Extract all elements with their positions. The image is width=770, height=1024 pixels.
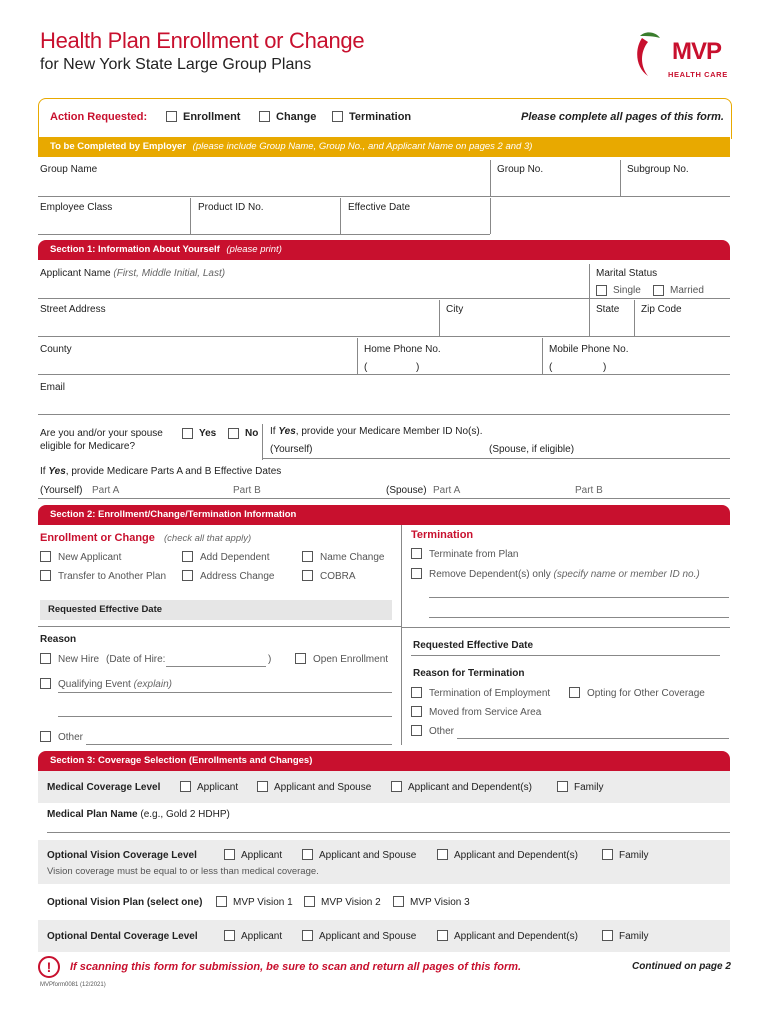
date-of-hire-label: (Date of Hire: — [106, 654, 166, 665]
reason-termination-label: Reason for Termination — [413, 668, 525, 679]
applicant-name-label — [40, 268, 225, 279]
medicare-id-text: , provide your Medicare Member ID No(s). — [295, 426, 483, 437]
enroll-change-title: Enrollment or Change — [40, 532, 155, 544]
medical-level-label: Medical Coverage Level — [47, 782, 161, 793]
remove-dependent-checkbox[interactable] — [411, 568, 422, 579]
medicare-yes-label: Yes — [199, 428, 217, 439]
other-reason-checkbox[interactable] — [40, 731, 51, 742]
medicare-spouse-label: (Spouse, if eligible) — [489, 444, 575, 455]
medical-plan-hint: (e.g., Gold 2 HDHP) — [140, 809, 230, 820]
spouse-part-a-label: Part A — [433, 485, 461, 496]
group-name-label: Group Name — [40, 164, 98, 175]
med-spouse-checkbox[interactable] — [257, 781, 268, 792]
medical-plan-label — [47, 809, 230, 820]
qualifying-hint: (explain) — [133, 679, 172, 690]
termination-label: Termination — [349, 111, 412, 123]
section2-bar — [38, 505, 730, 525]
employer-bar-title: To be Completed by Employer — [50, 141, 187, 152]
name-change-label: Name Change — [320, 552, 385, 563]
cobra-label: COBRA — [320, 571, 356, 582]
cobra-checkbox[interactable] — [302, 570, 313, 581]
section1-note: (please print) — [226, 244, 282, 255]
other-term-label: Other — [429, 726, 455, 737]
marital-status-label: Marital Status — [596, 268, 658, 279]
med-dependent-checkbox[interactable] — [391, 781, 402, 792]
product-id-label: Product ID No. — [198, 202, 264, 213]
address-change-checkbox[interactable] — [182, 570, 193, 581]
enrollment-checkbox[interactable] — [166, 111, 177, 122]
new-hire-checkbox[interactable] — [40, 653, 51, 664]
zip-label: Zip Code — [641, 304, 682, 315]
email-label: Email — [40, 382, 66, 393]
group-no-label: Group No. — [497, 164, 544, 175]
warning-icon: ! — [38, 956, 60, 978]
mvp-vision1-label: MVP Vision 1 — [233, 897, 293, 908]
section1-bar — [38, 240, 730, 260]
logo-text: MVP — [672, 38, 722, 65]
vis-spouse-label: Applicant and Spouse — [319, 850, 417, 861]
den-spouse-label: Applicant and Spouse — [319, 931, 417, 942]
medicare-yourself-label: (Yourself) — [270, 444, 313, 455]
applicant-name-hint: (First, Middle Initial, Last) — [113, 268, 226, 279]
new-applicant-checkbox[interactable] — [40, 551, 51, 562]
new-hire-label: New Hire — [58, 654, 100, 665]
medicare-id-instruction — [270, 426, 483, 437]
city-label: City — [446, 304, 464, 315]
name-change-checkbox[interactable] — [302, 551, 313, 562]
add-dependent-label: Add Dependent — [200, 552, 270, 563]
married-label: Married — [670, 285, 704, 296]
vis-dependent-checkbox[interactable] — [437, 849, 448, 860]
married-checkbox[interactable] — [653, 285, 664, 296]
termination-checkbox[interactable] — [332, 111, 343, 122]
change-checkbox[interactable] — [259, 111, 270, 122]
section3-title: Section 3: Coverage Selection (Enrollments and Changes) — [50, 755, 313, 766]
effective-date-label: Effective Date — [348, 202, 411, 213]
section1-title: Section 1: Information About Yourself — [50, 244, 220, 255]
form-subtitle: for New York State Large Group Plans — [40, 56, 312, 73]
complete-all-note: Please complete all pages of this form. — [521, 111, 724, 123]
mobile-phone-close: ) — [603, 362, 607, 373]
reason-label: Reason — [40, 634, 77, 645]
applicant-name-text: Applicant Name — [40, 268, 111, 279]
open-enrollment-label: Open Enrollment — [313, 654, 389, 665]
qualifying-text: Qualifying Event — [58, 679, 131, 690]
vis-family-checkbox[interactable] — [602, 849, 613, 860]
qualifying-event-checkbox[interactable] — [40, 678, 51, 689]
vis-applicant-checkbox[interactable] — [224, 849, 235, 860]
med-dependent-label: Applicant and Dependent(s) — [408, 782, 532, 793]
employer-bar-note: (please include Group Name, Group No., and Applicant Name on pages 2 and 3) — [192, 141, 533, 152]
mvp-vision2-checkbox[interactable] — [304, 896, 315, 907]
mvp-vision1-checkbox[interactable] — [216, 896, 227, 907]
termination-title: Termination — [411, 529, 474, 541]
termination-employment-checkbox[interactable] — [411, 687, 422, 698]
vision-level-label: Optional Vision Coverage Level — [47, 850, 197, 861]
vis-applicant-label: Applicant — [241, 850, 283, 861]
mvp-vision3-label: MVP Vision 3 — [410, 897, 470, 908]
mobile-phone-open: ( — [549, 362, 553, 373]
den-dependent-label: Applicant and Dependent(s) — [454, 931, 578, 942]
enroll-change-hint: (check all that apply) — [164, 533, 252, 544]
medicare-question-1: Are you and/or your spouse — [40, 428, 163, 439]
scan-note: If scanning this form for submission, be sure to scan and return all pages of this form. — [70, 961, 522, 973]
yes-word-2: Yes — [48, 466, 66, 477]
yes-word: Yes — [278, 426, 296, 437]
term-effective-date-label: Requested Effective Date — [413, 640, 534, 651]
street-label: Street Address — [40, 304, 106, 315]
vis-dependent-label: Applicant and Dependent(s) — [454, 850, 578, 861]
termination-employment-label: Termination of Employment — [429, 688, 551, 699]
den-applicant-label: Applicant — [241, 931, 283, 942]
den-spouse-checkbox[interactable] — [302, 930, 313, 941]
add-dependent-checkbox[interactable] — [182, 551, 193, 562]
vision-level-row — [38, 840, 730, 884]
address-change-label: Address Change — [200, 571, 275, 582]
yourself-part-b-label: Part B — [233, 485, 261, 496]
single-label: Single — [613, 285, 641, 296]
requested-effective-date-bar: Requested Effective Date — [40, 600, 392, 620]
change-label: Change — [276, 111, 317, 123]
med-family-checkbox[interactable] — [557, 781, 568, 792]
vis-spouse-checkbox[interactable] — [302, 849, 313, 860]
enrollment-label: Enrollment — [183, 111, 241, 123]
medicare-question-2: eligible for Medicare? — [40, 441, 136, 452]
medicare-yes-checkbox[interactable] — [182, 428, 193, 439]
moved-label: Moved from Service Area — [429, 707, 542, 718]
if-text: If — [270, 426, 276, 437]
mvp-vision3-checkbox[interactable] — [393, 896, 404, 907]
terminate-plan-checkbox[interactable] — [411, 548, 422, 559]
form-title: Health Plan Enrollment or Change — [40, 28, 365, 53]
mvp-vision2-label: MVP Vision 2 — [321, 897, 381, 908]
medical-plan-text: Medical Plan Name — [47, 809, 138, 820]
employer-bar — [38, 137, 730, 157]
continued-note: Continued on page 2 — [632, 961, 731, 972]
remove-dep-text: Remove Dependent(s) only — [429, 569, 551, 580]
form-id: MVPform0081 (12/2021) — [40, 982, 106, 988]
state-label: State — [596, 304, 620, 315]
dental-level-label: Optional Dental Coverage Level — [47, 931, 198, 942]
den-family-label: Family — [619, 931, 649, 942]
county-label: County — [40, 344, 72, 355]
open-enrollment-checkbox[interactable] — [295, 653, 306, 664]
den-applicant-checkbox[interactable] — [224, 930, 235, 941]
medicare-no-checkbox[interactable] — [228, 428, 239, 439]
transfer-checkbox[interactable] — [40, 570, 51, 581]
single-checkbox[interactable] — [596, 285, 607, 296]
vision-plan-label: Optional Vision Plan (select one) — [47, 897, 203, 908]
med-spouse-label: Applicant and Spouse — [274, 782, 372, 793]
subgroup-no-label: Subgroup No. — [627, 164, 689, 175]
if-text-2: If — [40, 466, 46, 477]
section3-bar — [38, 751, 730, 771]
yourself-part-a-label: Part A — [92, 485, 120, 496]
opting-other-label: Opting for Other Coverage — [587, 688, 705, 699]
terminate-plan-label: Terminate from Plan — [429, 549, 519, 560]
den-family-checkbox[interactable] — [602, 930, 613, 941]
vision-note: Vision coverage must be equal to or less than medical coverage. — [47, 866, 319, 877]
den-dependent-checkbox[interactable] — [437, 930, 448, 941]
section2-title: Section 2: Enrollment/Change/Termination Information — [50, 509, 297, 520]
home-phone-label: Home Phone No. — [364, 344, 441, 355]
qualifying-event-label — [58, 679, 172, 690]
moved-checkbox[interactable] — [411, 706, 422, 717]
med-applicant-checkbox[interactable] — [180, 781, 191, 792]
remove-dep-hint: (specify name or member ID no.) — [553, 569, 700, 580]
parts-spouse-label: (Spouse) — [386, 485, 427, 496]
mobile-phone-label: Mobile Phone No. — [549, 344, 629, 355]
vis-family-label: Family — [619, 850, 649, 861]
medicare-no-label: No — [245, 428, 259, 439]
opting-other-checkbox[interactable] — [569, 687, 580, 698]
employee-class-label: Employee Class — [40, 202, 113, 213]
home-phone-open: ( — [364, 362, 368, 373]
new-applicant-label: New Applicant — [58, 552, 122, 563]
date-of-hire-close: ) — [268, 654, 272, 665]
spouse-part-b-label: Part B — [575, 485, 603, 496]
logo-subtext: HEALTH CARE — [668, 70, 728, 79]
action-label: Action Requested: — [50, 111, 148, 123]
parts-yourself-label: (Yourself) — [40, 485, 83, 496]
transfer-label: Transfer to Another Plan — [58, 571, 167, 582]
other-reason-label: Other — [58, 732, 84, 743]
medicare-parts-instruction — [40, 466, 281, 477]
home-phone-close: ) — [416, 362, 420, 373]
remove-dependent-label — [429, 569, 700, 580]
other-term-checkbox[interactable] — [411, 725, 422, 736]
med-applicant-label: Applicant — [197, 782, 239, 793]
med-family-label: Family — [574, 782, 604, 793]
parts-text: , provide Medicare Parts A and B Effective Dates — [65, 466, 282, 477]
